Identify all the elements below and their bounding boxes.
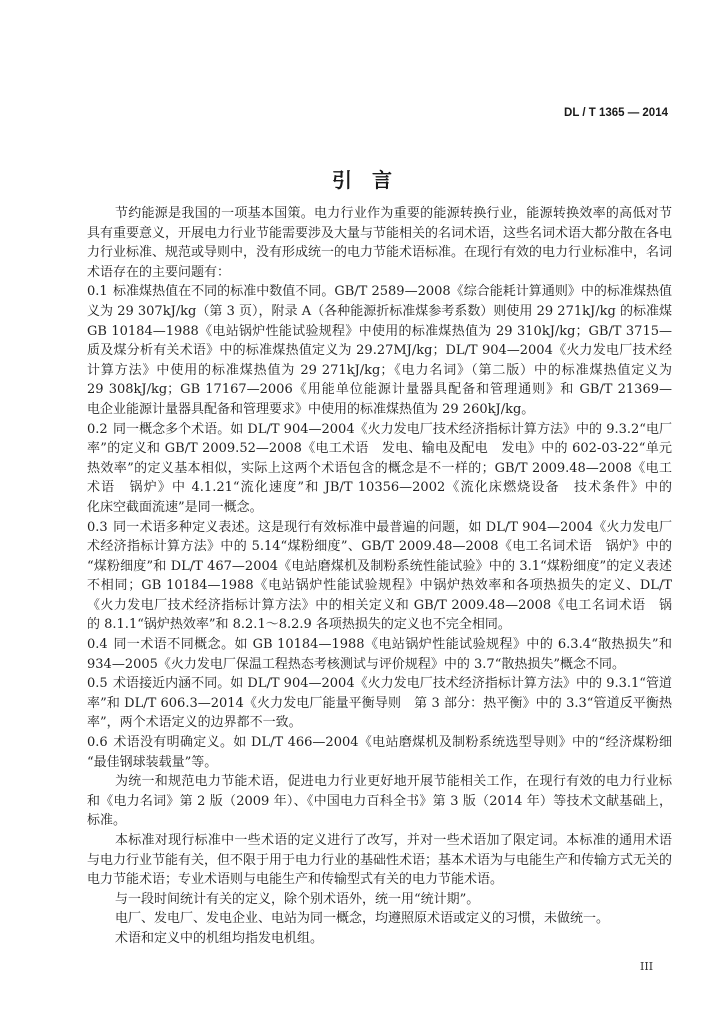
document-body <box>87 204 672 949</box>
clause-number: 0.1 <box>87 284 108 300</box>
text-line: 术语和定义中的机组均指发电机组。 <box>115 930 324 946</box>
text-line: 计算方法》中使用的标准煤热值为 29 271kJ/kg；《电力名词》（第二版）中的标准煤热值定义为 <box>87 362 672 378</box>
text-line: GB 10184—1988《电站锅炉性能试验规程》中使用的标准煤热值为 29 310kJ/kg；GB/T 3715— <box>87 323 672 339</box>
text-line <box>87 674 672 694</box>
text-line: 率”，两个术语定义的边界都不一致。 <box>87 715 302 731</box>
text-line: “最佳钢球装载量”等。 <box>87 754 218 770</box>
text-line: 标准。 <box>87 813 127 829</box>
text-line: 为统一和规范电力节能术语，促进电力行业更好地开展节能相关工作，在现行有效的电力行业标 <box>115 774 672 790</box>
text-line <box>87 518 672 538</box>
clause-0-6 <box>87 733 672 772</box>
text-line: 的 8.1.1“锅炉热效率”和 8.2.1～8.2.9 各项热损失的定义也不完全相同。 <box>87 617 511 633</box>
text-line: 不相同；GB 10184—1988《电站锅炉性能试验规程》中锅炉热效率和各项热损失的定义、DL/T <box>87 578 672 594</box>
clause-number: 0.2 <box>87 421 108 437</box>
text-line: 节约能源是我国的一项基本国策。电力行业作为重要的能源转换行业，能源转换效率的高低对节 <box>115 206 672 221</box>
text-line: 电力节能术语；专业术语则与电能生产和传输型式有关的电力节能术语。 <box>87 872 504 888</box>
purpose-paragraph <box>87 772 672 831</box>
text-line <box>87 282 672 302</box>
clause-0-3 <box>87 518 672 636</box>
clause-text: 术语没有明确定义。如 DL/T 466—2004《电站磨煤机及制粉系统选型导则》中的“经济煤粉细 <box>113 735 672 751</box>
text-line: 术语 锅炉》中 4.1.21“流化速度”和 JB/T 10356—2002《流化床燃烧设备 技术条件》中的 <box>87 480 672 496</box>
text-line: 电企业能源计量器具配备和管理要求》中使用的标准煤热值为 29 260kJ/kg。 <box>87 401 535 417</box>
statistic-period-paragraph <box>87 890 672 910</box>
clause-number: 0.5 <box>87 676 108 692</box>
unit-paragraph <box>87 929 672 949</box>
clause-text: 同一术语不同概念。如 GB 10184—1988《电站锅炉性能试验规程》中的 6.3.4“散热损失”和 <box>113 637 672 653</box>
text-line: 率”的定义和 GB/T 2009.52—2008《电工术语 发电、输电及配电 发电》中的 602-03-22“单元 <box>87 441 672 457</box>
text-line: 力行业标准、规范或导则中，没有形成统一的电力节能术语标准。在现行有效的电力行业标准中，名词 <box>87 245 672 261</box>
clause-text: 同一术语多种定义表述。这是现行有效标准中最普遍的问题，如 DL/T 904—2004《火力发电厂 <box>113 519 672 535</box>
clause-0-2 <box>87 420 672 518</box>
clause-number: 0.6 <box>87 735 108 751</box>
text-line: 热效率”的定义基本相似，实际上这两个术语包含的概念是不一样的；GB/T 2009.48—2008《电工 <box>87 460 672 476</box>
clause-text: 同一概念多个术语。如 DL/T 904—2004《火力发电厂技术经济指标计算方法》中的 9.3.2“电厂 <box>113 421 672 437</box>
text-line: 《火力发电厂技术经济指标计算方法》中的相关定义和 GB/T 2009.48—2008《电工名词术语 锅 <box>87 597 672 613</box>
power-plant-paragraph <box>87 909 672 929</box>
text-line: “煤粉细度”和 DL/T 467—2004《电站磨煤机及制粉系统性能试验》中的 3.1“煤粉细度”的定义表述 <box>87 558 672 574</box>
clause-text: 术语接近内涵不同。如 DL/T 904—2004《火力发电厂技术经济指标计算方法》中的 9.3.1“管道 <box>113 676 672 692</box>
standard-code: DL / T 1365 — 2014 <box>564 107 668 119</box>
text-line: 934—2005《火力发电厂保温工程热态考核测试与评价规程》中的 3.7“散热损失”概念不同。 <box>87 656 625 672</box>
clause-0-4 <box>87 635 672 674</box>
text-line: 化床空截面流速”是同一概念。 <box>87 499 263 515</box>
text-line: 与电力行业节能有关，但不限于用于电力行业的基础性术语；基本术语为与电能生产和传输方式无关的 <box>87 852 672 868</box>
text-line <box>87 733 672 753</box>
text-line: 本标准对现行标准中一些术语的定义进行了改写，并对一些术语加了限定词。本标准的通用术语 <box>115 833 672 848</box>
text-line: 具有重要意义，开展电力行业节能需要涉及大量与节能相关的名词术语，这些名词术语大都分散在各电 <box>87 225 672 241</box>
clause-0-5 <box>87 674 672 733</box>
intro-paragraph <box>87 204 672 282</box>
clause-number: 0.4 <box>87 637 108 653</box>
text-line: 术经济指标计算方法》中的 5.14“煤粉细度”、GB/T 2009.48—2008《电工名词术语 锅炉》中的 <box>87 539 672 555</box>
page-title: 引 言 <box>332 168 392 192</box>
text-line: 义为 29 307kJ/kg（第 3 页），附录 A（各种能源折标准煤参考系数）则使用 29 271kJ/kg 的标准煤 <box>87 303 672 319</box>
text-line: 质及煤分析有关术语》中的标准煤热值定义为 29.27MJ/kg；DL/T 904—2004《火力发电厂技术经 <box>87 343 672 359</box>
text-line: 术语存在的主要问题有： <box>87 264 231 280</box>
clause-text: 标准煤热值在不同的标准中数值不同。GB/T 2589—2008《综合能耗计算通则》中的标准煤热值 <box>113 284 672 300</box>
clause-0-1 <box>87 282 672 419</box>
text-line <box>87 635 672 655</box>
text-line: 电厂、发电厂、发电企业、电站为同一概念，均遵照原术语或定义的习惯，未做统一。 <box>115 911 610 927</box>
text-line: 29 308kJ/kg；GB 17167—2006《用能单位能源计量器具配备和管理通则》和 GB/T 21369— <box>87 382 672 398</box>
text-line: 和《电力名词》第 2 版（2009 年）、《中国电力百科全书》第 3 版（2014 年）等技术文献基础上， <box>87 793 672 809</box>
text-line <box>87 420 672 440</box>
clause-number: 0.3 <box>87 519 108 535</box>
scope-paragraph <box>87 831 672 890</box>
page-number: III <box>640 960 654 973</box>
text-line: 与一段时间统计有关的定义，除个别术语外，统一用“统计期”。 <box>115 891 480 907</box>
text-line: 率”和 DL/T 606.3—2014《火力发电厂能量平衡导则 第 3 部分：热平衡》中的 3.3“管道反平衡热 <box>87 695 672 711</box>
